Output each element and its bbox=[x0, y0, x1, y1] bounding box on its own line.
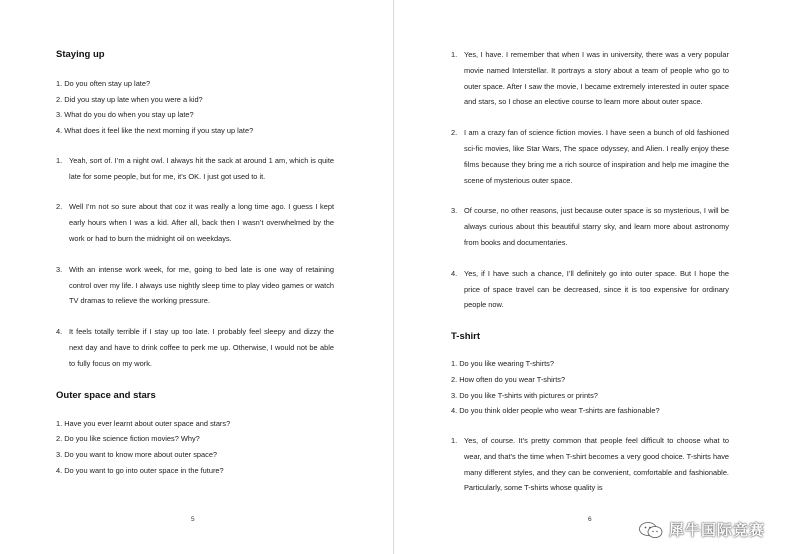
answer-text: I am a crazy fan of science fiction movies. I have seen a bunch of old fashioned sci-fic movies, like Star Wars, The space odyssey, and Alien. I really enjoy these films because they bring me a rich source of inspiration and help me imagine the scene of mysterious outer space. bbox=[464, 128, 729, 185]
answer-number: 1. bbox=[451, 435, 458, 445]
answer-text: Of course, no other reasons, just because outer space is so mysterious, I will be always curious about this beautiful starry sky, and learn more about astronomy from books and documentaries. bbox=[464, 206, 729, 247]
left-page-content bbox=[56, 48, 334, 478]
answer-text: Well I’m not so sure about that coz it was really a long time ago. I guess I kept early hours when I was a kid. After all, back then I wasn’t overwhelmed by the work or had to burn the midnight oil on weekdays. bbox=[69, 202, 334, 243]
question-item: 1. Have you ever learnt about outer space and stars? bbox=[56, 418, 231, 428]
question-list-t-shirt bbox=[451, 356, 729, 419]
answer-text: With an intense work week, for me, going to bed late is one way of retaining control over my life. I always use nightly sleep time to play video games or watch TV dramas to relieve the working pressure. bbox=[69, 264, 334, 306]
answer-item bbox=[451, 433, 729, 496]
answer-text: Yes, of course. It’s pretty common that people feel difficult to choose what to wear, and that’s the time when T-shirt becomes a very good choice. T-shirts have many different styles, and they can be convenient, comfortable and fashionable. Particularly, some T-shirts whose quality is bbox=[464, 435, 729, 493]
watermark-text: 犀牛国际竞赛 bbox=[668, 522, 765, 539]
answer-list-staying-up bbox=[56, 153, 334, 372]
answer-number: 3. bbox=[56, 264, 63, 274]
answer-number: 4. bbox=[451, 268, 458, 278]
answer-item bbox=[451, 125, 729, 188]
question-list-staying-up bbox=[56, 76, 334, 139]
left-page bbox=[0, 0, 393, 554]
answer-item bbox=[56, 199, 334, 246]
answer-number: 2. bbox=[56, 202, 63, 212]
question-item: 4. Do you think older people who wear T-shirts are fashionable? bbox=[451, 406, 660, 416]
watermark bbox=[638, 519, 765, 540]
question-item: 1. Do you often stay up late? bbox=[56, 79, 151, 88]
page-number: 5 bbox=[191, 516, 195, 523]
answer-text: Yeah, sort of. I’m a night owl. I always hit the sack at around 1 am, which is quite late for some people, but for me, it’s OK. I just got used to it. bbox=[69, 155, 334, 181]
wechat-icon bbox=[638, 521, 664, 539]
answer-text: It feels totally terrible if I stay up too late. I probably feel sleepy and dizzy the next day and have to drink coffee to perk me up. Otherwise, I would not be able to fully focus on my work. bbox=[69, 327, 334, 368]
answer-item bbox=[56, 153, 334, 185]
question-item: 4. Do you want to go into outer space in the future? bbox=[56, 465, 224, 475]
answer-number: 2. bbox=[451, 128, 458, 138]
answer-item bbox=[56, 262, 334, 309]
right-page bbox=[395, 0, 787, 554]
answer-item bbox=[451, 203, 729, 250]
answer-list-t-shirt bbox=[451, 433, 729, 496]
question-item: 3. Do you like T-shirts with pictures or prints? bbox=[451, 390, 598, 400]
answer-text: Yes, if I have such a chance, I’ll definitely go into outer space. But I hope the price of space travel can be decreased, since it is too expensive for ordinary people now. bbox=[464, 268, 729, 310]
answer-item bbox=[451, 47, 729, 110]
question-item: 2. Do you like science fiction movies? Why? bbox=[56, 434, 200, 444]
question-item: 4. What does it feel like the next morning if you stay up late? bbox=[56, 126, 254, 136]
question-item: 3. Do you want to know more about outer space? bbox=[56, 449, 218, 459]
answer-list-outer-space bbox=[451, 47, 729, 313]
answer-number: 3. bbox=[451, 206, 458, 216]
section-title-outer-space: Outer space and stars bbox=[56, 389, 156, 401]
question-item: 2. How often do you wear T-shirts? bbox=[451, 374, 566, 384]
answer-number: 1. bbox=[451, 50, 458, 59]
question-item: 2. Did you stay up late when you were a kid? bbox=[56, 94, 203, 104]
question-list-outer-space bbox=[56, 416, 334, 479]
answer-text: Yes, I have. I remember that when I was in university, there was a very popular movie named Interstellar. It portrays a story about a team of people who go to outer space. After I saw the movie, I became extremely interested in outer space and stars, so I chose an elective course to learn more about outer space. bbox=[464, 50, 729, 107]
answer-item bbox=[451, 266, 729, 313]
right-page-content bbox=[451, 47, 729, 496]
answer-number: 1. bbox=[56, 155, 63, 165]
question-item: 1. Do you like wearing T-shirts? bbox=[451, 359, 554, 369]
page-number: 6 bbox=[588, 516, 592, 523]
answer-item bbox=[56, 324, 334, 371]
answer-number: 4. bbox=[56, 327, 63, 337]
question-item: 3. What do you do when you stay up late? bbox=[56, 110, 194, 120]
section-title-staying-up: Staying up bbox=[56, 49, 105, 60]
page-divider bbox=[393, 0, 394, 554]
section-title-t-shirt: T-shirt bbox=[451, 331, 481, 343]
